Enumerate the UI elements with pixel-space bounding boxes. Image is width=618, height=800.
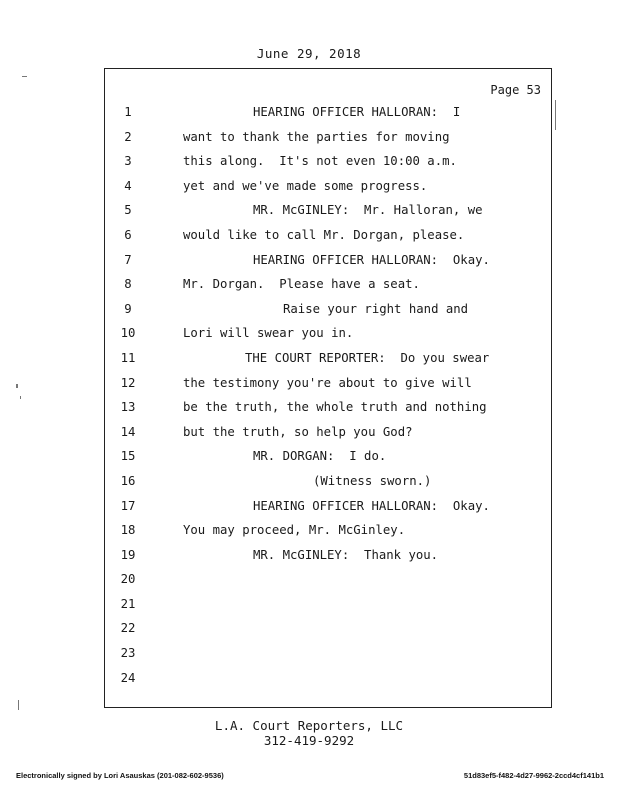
transcript-line (105, 646, 551, 671)
line-text: the testimony you're about to give will (183, 375, 472, 390)
transcript-line (105, 228, 551, 253)
line-text: HEARING OFFICER HALLORAN: I (253, 105, 461, 119)
line-text: MR. McGINLEY: Thank you. (253, 547, 439, 562)
scan-mark (16, 384, 18, 388)
scan-mark (555, 100, 556, 130)
transcript-line (105, 597, 551, 622)
line-number: 7 (124, 252, 132, 267)
transcript-line (105, 302, 551, 327)
line-text: MR. McGINLEY: Mr. Halloran, we (253, 203, 483, 218)
line-number: 11 (120, 350, 136, 365)
transcript-line (105, 523, 551, 548)
line-number: 23 (120, 646, 136, 661)
page-number: Page 53 (490, 83, 541, 97)
line-number: 20 (120, 572, 136, 587)
line-text: yet and we've made some progress. (183, 178, 428, 193)
line-number: 2 (124, 129, 132, 144)
line-text: THE COURT REPORTER: Do you swear (245, 350, 490, 365)
line-number: 17 (120, 498, 136, 513)
transcript-line (105, 449, 551, 474)
transcript-line (105, 376, 551, 401)
line-number: 14 (120, 424, 136, 439)
transcript-line (105, 572, 551, 597)
transcript-line (105, 671, 551, 696)
line-number: 21 (120, 596, 136, 611)
document-hash: 51d83ef5-f482-4d27-9962-2ccd4cf141b1 (463, 771, 604, 780)
transcript-line (105, 499, 551, 524)
line-number: 18 (120, 523, 136, 538)
transcript-line (105, 400, 551, 425)
scan-mark (20, 396, 21, 399)
transcript-line (105, 326, 551, 351)
transcript-line (105, 253, 551, 278)
line-number: 15 (120, 449, 136, 464)
transcript-line (105, 130, 551, 155)
line-number: 13 (120, 400, 136, 415)
transcript-line (105, 425, 551, 450)
line-number: 4 (124, 178, 132, 193)
transcript-line (105, 548, 551, 573)
line-text: Mr. Dorgan. Please have a seat. (183, 277, 420, 292)
line-number: 8 (124, 277, 132, 292)
line-text: Lori will swear you in. (183, 326, 354, 341)
line-text: be the truth, the whole truth and nothing (183, 400, 487, 415)
transcript-line (105, 474, 551, 499)
transcript-line (105, 351, 551, 376)
line-text: Raise your right hand and (283, 301, 469, 316)
line-number: 6 (124, 227, 132, 242)
line-number: 24 (120, 670, 136, 685)
transcript-date: June 29, 2018 (256, 46, 362, 61)
transcript-line (105, 203, 551, 228)
reporter-phone: 312-419-9292 (263, 733, 355, 748)
line-number: 22 (120, 621, 136, 636)
transcript-line (105, 179, 551, 204)
line-text: (Witness sworn.) (313, 473, 432, 488)
line-number: 3 (124, 154, 132, 169)
line-text: this along. It's not even 10:00 a.m. (183, 154, 457, 169)
line-number: 1 (124, 105, 132, 119)
line-number: 19 (120, 547, 136, 562)
transcript-line (105, 105, 551, 130)
line-number: 5 (124, 203, 132, 218)
line-text: HEARING OFFICER HALLORAN: Okay. (253, 252, 490, 267)
line-text: want to thank the parties for moving (183, 129, 450, 144)
line-number: 16 (120, 473, 136, 488)
line-text: but the truth, so help you God? (183, 424, 413, 439)
scan-mark (22, 76, 27, 77)
line-number: 12 (120, 375, 136, 390)
transcript-page-frame (104, 68, 552, 708)
line-number: 9 (124, 301, 132, 316)
reporter-company: L.A. Court Reporters, LLC (214, 718, 404, 733)
line-text: You may proceed, Mr. McGinley. (183, 523, 406, 538)
line-text: HEARING OFFICER HALLORAN: Okay. (253, 498, 490, 513)
transcript-lines (105, 105, 551, 695)
transcript-line (105, 621, 551, 646)
line-number: 10 (120, 326, 136, 341)
electronic-signature: Electronically signed by Lori Asauskas (201-082-602-9536) (16, 771, 224, 780)
line-text: would like to call Mr. Dorgan, please. (183, 227, 465, 242)
scan-mark (18, 700, 19, 710)
transcript-line (105, 154, 551, 179)
transcript-line (105, 277, 551, 302)
line-text: MR. DORGAN: I do. (253, 449, 387, 464)
